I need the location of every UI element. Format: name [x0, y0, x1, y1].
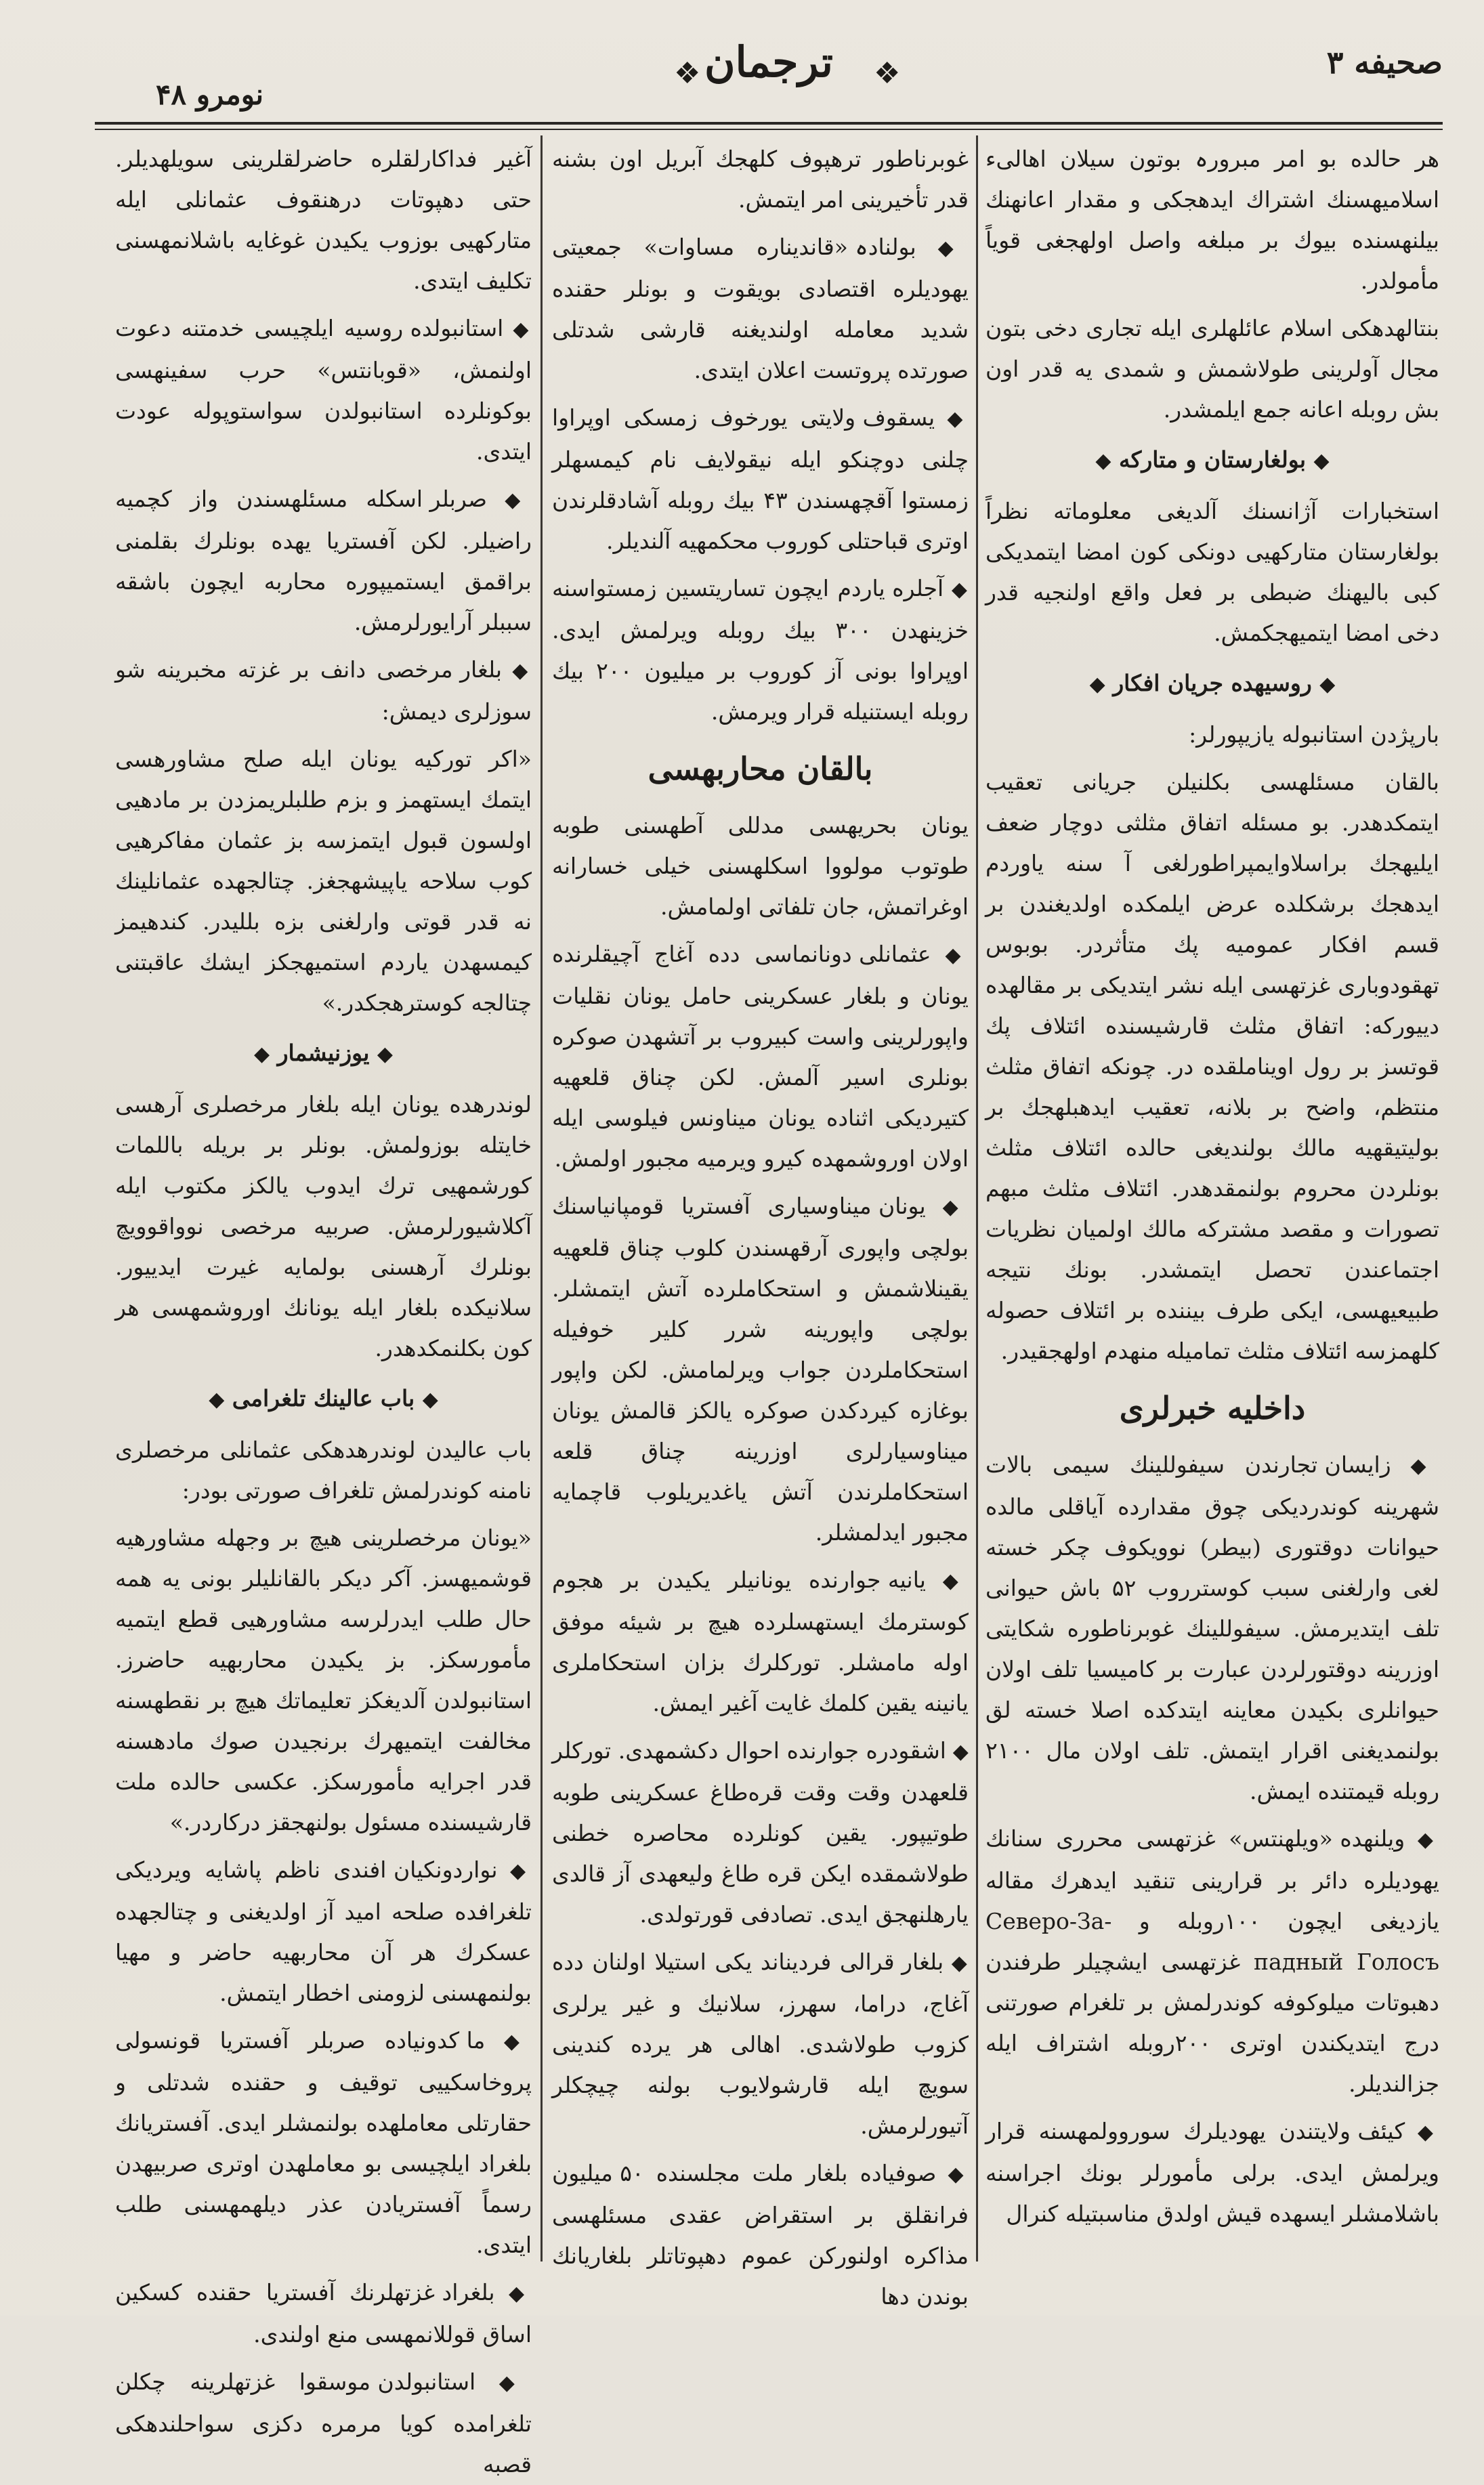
news-text: استانبولدن موسقوا غزتهلرینه چکلن تلغرامده کویا مرمره دکزی سواحلندهکی قصبه: [115, 2369, 532, 2478]
news-text: عثمانلی دونانماسی دده آغاج آچیقلرنده یونان و بلغار عسکرینی حامل یونان نقلیات واپورلرینی واست کبیروب بر آتشهدن صوکره بونلری اسیر آلمش. لکن چناق قلعهیه کتیردیکی اثناده یونان میناونس فیلوسی ایله اولان اوروشمهده کیرو ویرمیه مجبور اولمش.: [552, 941, 969, 1172]
diamond-icon: ◆: [422, 1388, 438, 1411]
news-text: صربلر اسکله مسئلهسندن واز کچمیه راضیلر. لکن آفستریا یهده بونلرك بقلمنی براقمق ایستمیپوره محاربه ایچون باشقه سببلر آرایورلرمش.: [115, 486, 532, 635]
header-rule-thin: [95, 129, 1443, 130]
heading-text: یوزنیشمار: [277, 1040, 370, 1066]
news-item: [552, 1560, 969, 1724]
paragraph: آغیر فداکارلقلره حاضرلقلرینی سویلهدیلر. حتی دهپوتات درهنقوف عثمانلی ایله متارکهیی بوزوب یکیدن غوغایه باشلانمهسنی تکلیف ایتدی.: [115, 146, 532, 294]
quote: «اکر تورکیه یونان ایله صلح مشاورهسی ایتمك ایستهمز و بزم طلبلریمزدن بر مادهیی اولسون قبول ایتمزسه بز عثمان مفاکرهیی کوب سلاحه یاپیشهجغز. چتالجهده عثمانلینك نه قدر قوتی وارلغنی بزه بللیدر. کندهیمز کیمسهدن یاردم استمیهجکز ایشك عاقبتنی چتالجه کوسترهجکدر.»: [115, 746, 532, 1016]
header-rule: [95, 122, 1443, 125]
section-heading: [115, 1033, 532, 1075]
news-item: [552, 1730, 969, 1935]
column-divider: [976, 135, 978, 2261]
heading-text: بولغارستان و متارکه: [1118, 446, 1307, 473]
section-heading-large: داخلیه خبرلری: [1119, 1390, 1306, 1426]
news-item: [115, 1850, 532, 2014]
paragraph: باب عالیدن لوندرهدهکی عثمانلی مرخصلری نامنه کوندرلمش تلغراف صورتی بودر:: [115, 1437, 532, 1504]
news-text: اشقودره جوارنده احوال دکشمهدی. تورکلر قلعهدن وقت وقت قره‌طاغ عسکرینی طوبه طوتیپور. یقین کونلرده محاصره خطنی طولاشمقده ایکن قره طاغ ولیعهدی آز قالدی یارهلنهجق ایدی. تصادفی قورتولدی.: [552, 1737, 969, 1928]
news-item: [115, 650, 532, 732]
news-item: [115, 479, 532, 643]
news-item: [552, 568, 969, 732]
diamond-icon: ◆: [377, 1042, 393, 1066]
paragraph: هر حالده بو امر مبرورہ بوتون سیلان اهالیء اسلامیهسنك اشتراك ایدهجکی و مقدار اعانهنك بیلنهسنده بیوك بر مبلغه واصل اولهجغی قویاً مأمولدر.: [985, 146, 1439, 294]
ornament-icon: ❖: [674, 56, 701, 91]
news-text: کیئف ولایتندن یهودیلرك سوروولمهسنه قرار ویرلمش ایدی. برلی مأمورلر بونك اجراسنه باشلامشلر ایسهده قیش اولدق مناسبتیله کنرال: [985, 2118, 1439, 2227]
masthead: [95, 37, 1443, 112]
section-heading: [985, 663, 1439, 705]
news-item: [552, 1186, 969, 1553]
column-left: [115, 139, 532, 2478]
diamond-icon: ◆: [944, 1951, 969, 1975]
news-item: [552, 227, 969, 391]
diamond-icon: ◆: [925, 1195, 969, 1219]
column-middle: [552, 139, 969, 2310]
news-item: [115, 2362, 532, 2485]
page-number: صحیفه ۳: [1326, 44, 1443, 81]
news-item: [985, 2111, 1439, 2234]
diamond-icon: ◆: [475, 2371, 532, 2395]
news-text: یونان میناوسیاری آفستریا قومپانیاسنك بولچی واپوری آرقهسندن کلوب چناق قلعهیه یقینلاشمش و استحکاملرده آتش ایتمشلر. بولچی واپورینه شرر کلیر خوفیله استحکاملردن جواب ویرلمامش. لکن واپور بوغازه کیردکدن صوکره یالکز قالمش یونان میناوسیارلری اوزرینه چناق قلعه استحکاملرندن آتش یاغدیریلوب قاچمایه مجبور ایدلمشلر.: [552, 1193, 969, 1546]
column-divider: [540, 135, 543, 2261]
newspaper-title: ترجمان: [704, 37, 834, 87]
news-item: [115, 2020, 532, 2266]
diamond-icon: ◆: [1313, 449, 1330, 473]
diamond-icon: ◆: [487, 488, 532, 512]
diamond-icon: ◆: [503, 318, 532, 341]
diamond-icon: ◆: [502, 659, 532, 683]
diamond-icon: ◆: [946, 1740, 969, 1764]
diamond-icon: ◆: [1089, 673, 1105, 696]
news-item: [552, 2153, 969, 2317]
diamond-icon: ◆: [944, 578, 969, 601]
news-item: [985, 1445, 1439, 1812]
diamond-icon: ◆: [916, 236, 969, 260]
news-text: نواردونکیان افندی ناظم پاشایه ویردیکی تلغرافده صلحه امید آز اولدیغنی و چتالجهده عسکرك هر آن محاربهیه حاضر و مهیا بولنمهسنی لزومنی اخطار ایتمش.: [115, 1856, 532, 2006]
diamond-icon: ◆: [254, 1042, 270, 1066]
news-item: [985, 1819, 1439, 2104]
news-text: آجلره یاردم ایچون تساریتسین زمستواسنه خزینهدن ۳۰۰ بیك روبله ویرلمش ایدی. اوپراوا بونی آز کوروب بر میلیون ۲۰۰ بیك روبله ایستنیله قرار ویرمش.: [552, 575, 969, 725]
news-text: یانیه جوارنده یونانیلر یکیدن بر هجوم کوسترمك ایستهسلرده هیچ بر شیئه موفق اوله مامشلر. تورکلرك بزان استحکاملری یانینه یقین کلمك غایت آغیر ایمش.: [552, 1567, 969, 1716]
news-item: [552, 1942, 969, 2146]
paragraph: استخبارات آژانسنك آلدیغی معلوماته نظراً بولغارستان متارکهیی دونکی کون امضا ایتمدیکی کبی بالیهنك ضبطی بر فعل واقع اولنجیه قدر دخی امضا ایتمیهجکمش.: [985, 498, 1439, 646]
news-text: ما کدونیاده صربلر آفستریا قونسولی پروخاسکییی توقیف و حقنده شدتلی و حقارتلی معاملهده بولنمشلر ایدی. آفستریانك بلغراد ایلچیسی بو معاملهدن اوتری صربیهدن رسماً آفستریادن عذر دیلهمهسنی طلب ایتدی.: [115, 2027, 532, 2258]
diamond-icon: ◆: [925, 1569, 969, 1593]
heading-text: روسیهده جریان افکار: [1113, 670, 1312, 696]
news-item: [115, 2272, 532, 2355]
section-heading-large: بالقان محاربهسی: [648, 750, 873, 787]
paragraph: بنتالهدهکی اسلام عائلهلری ایله تجاری دخی بتون مجال آولرینی طولاشمش و شمدی یه قدر اون بش روبله اعانه جمع ایلمشدر.: [985, 315, 1439, 423]
news-item: [552, 398, 969, 561]
heading-text: باب عالینك تلغرامی: [232, 1385, 415, 1411]
diamond-icon: ◆: [209, 1388, 225, 1411]
section-heading: [985, 440, 1439, 482]
diamond-icon: ◆: [1405, 1828, 1440, 1852]
news-text: بولنادہ «قاندیناره مساوات» جمعیتی یهودیلره اقتصادی بویقوت و بونلر حقنده شدید معامله اولندیغنه قارشی شدتلی صورتده پروتست اعلان ایتدی.: [552, 234, 969, 383]
diamond-icon: ◆: [1391, 1454, 1439, 1478]
paragraph: بارپژدن استانبوله یازیپورلر:: [1189, 721, 1439, 748]
diamond-icon: ◆: [1095, 449, 1111, 473]
paragraph: غوبرناطور ترهپوف کلهجك آبریل اون بشنه قدر تأخیرینی امر ایتمش.: [552, 146, 969, 213]
diamond-icon: ◆: [497, 1859, 532, 1883]
diamond-icon: ◆: [494, 2282, 532, 2306]
diamond-icon: ◆: [931, 943, 969, 967]
news-text: بلغار قرالی فردیناند یکی استیلا اولنان دده آغاج، دراما، سهرز، سلانیك و غیر یرلری کزوب طولاشدی. اهالی هر یرده کندینی سویچ ایله قارشولایوب بولنه چیچکلر آتیورلرمش.: [552, 1949, 969, 2139]
diamond-icon: ◆: [936, 2163, 969, 2186]
news-text: زایسان تجارندن سیفوللینك سیمی بالات شهرینه کوندردیکی چوق مقدارده آیاقلی مالده حیوانات دوقتوری (بیطر) نوویکوف چکر خسته لغی وارلغنی سبب کوسترروب ۵۲ باش حیوانی تلف ایتدیرمش. سیفوللینك غوبرناطوره شکایتی اوزرینه دوقتورلردن عبارت بر کامیسیا تلف اولان حیوانلری بکیدن معاینه ایتدکده اصلا خسته لق بولنمدیغنی اقرار ایتمش. تلف اولان مال ۲۱۰۰ روبله قیمتنده ایمش.: [985, 1451, 1439, 1804]
news-item: [115, 308, 532, 472]
diamond-icon: ◆: [485, 2030, 532, 2054]
diamond-icon: ◆: [935, 407, 969, 431]
news-text: بلغار مرخصی دانف بر غزته مخبرینه شو سوزلری دیمش:: [115, 656, 532, 725]
news-text: استانبولده روسیه ایلچیسی خدمتنه دعوت اولنمش، «قوبانتس» حرب سفینهسی بوکونلرده استانبولدن سواستوپوله عودت ایتدی.: [115, 315, 532, 465]
news-text: یسقوف ولایتی یورخوف زمسکی اوپراوا چلنی دوچنکو ایله نیقولایف نام کیمسهلر زمستوا آقچهسندن ۴۳ بیك روبله آشادقلرندن اوتری قباحتلی کوروب محکمهیه آلندیلر.: [552, 404, 969, 554]
news-text: ویلنهده «ویلهنتس» غزتهسی محرری سنانك یهودیلره دائر بر قرارینی تنقید ایدهرك مقاله یازدیغی ایچون ۱۰۰روبله و Северо-За- падный Голосъ غزتهسی ایشچیلر طرفندن دهبوتات میلوکوفه کوندرلمش بر تلغرام صورتنی درج ایتدیکندن اوتری ۲۰۰روبله اشتراف ایله جزالندیلر.: [985, 1825, 1439, 2097]
diamond-icon: ◆: [1319, 673, 1336, 696]
quote: «یونان مرخصلرینی هیچ بر وجهله مشاورهیه قوشمیهسز. آکر دیکر بالقانلیلر بونی یه همه حال طلب ایدرلرسه مشاورهیی قطع ایتمیه مأمورسکز. بز یکیدن محاربهیه حاضرز. استانبولدن آلدیغکز تعلیماتك هیچ بر نقطهسنه مخالفت ایتمیهرك برنجیدن صوك مادهسنه قدر اجرایه مأمورسکز. عکسی حالده ملت قارشیسنده مسئول بولنهجقز درکاردر.»: [115, 1525, 532, 1835]
news-item: [552, 934, 969, 1179]
paragraph: بالقان مسئلهسی بکلنیلن جریانی تعقیب ایتمکدهدر. بو مسئله اتفاق مثلثی دوچار ضعف ایلیهجك براسلاوایمپراطورلغی آ سنه یاوردم ایدهجك برشکلده عرض ایلمکده اولدیغندن بر قسم افکار عمومیه پك متأثردر. بوبوس تهقودوباری غزتهسی ایله نشر ایتدیکی بر مقالهده دییورکه: اتفاق مثلث قارشیسنده ائتلاف پك قوتسز بر رول اویناملقده در. چونکه اتفاق مثلث منتظم، واضح بر بلانه، تعقیب ایدهبلهجك بر بولیتیقهیه مالك بولندیغی حالده ائتلاف مثلث بونلردن محروم بولنمقدهدر. ائتلاف مثلث مبهم تصورات و مقصد مشترکه مالك اولمیان نظریات اجتماعندن تحصل ایتمشدر. بونك نتیجه طبیعیهسی، ایکی طرف بیننده بر ائتلاف حصوله کلهمزسه ائتلاف مثلث تمامیله منهدم اولهجقیدر.: [985, 769, 1439, 1364]
paragraph: لوندرهده یونان ایله بلغار مرخصلری آرهسی خایتله بوزولمش. بونلر بر بریله باللمات کورشمهیی ترك ایدوب یالکز مکتوب ایله آکلاشیورلرمش. صربیه مرخصی نوواقوویچ بونلرك آرهسنی بولمایه غیرت ایدییور. سلانیکده بلغار ایله یونانك اوروشمهسی هر کون بکلنمکدهدر.: [115, 1091, 532, 1361]
column-right: [985, 139, 1439, 2255]
diamond-icon: ◆: [1405, 2121, 1439, 2144]
issue-number: نومرو ۴۸: [156, 78, 264, 111]
section-heading: [115, 1378, 532, 1420]
paragraph: یونان بحریهسی مدللی آطهسنی طوبه طوتوب مولووا اسکلهسنی خیلی خسارانه اوغراتمش، جان تلفاتی اولمامش.: [552, 812, 969, 920]
news-text: بلغراد غزتهلرنك آفستریا حقنده کسکین اساق قوللانمهسی منع اولندی.: [115, 2279, 532, 2348]
ornament-icon: ❖: [874, 56, 901, 91]
news-text: صوفیاده بلغار ملت مجلسنده ۵۰ میلیون فرانقلق بر استقراض عقدی مسئلهسی مذاکره اولنورکن عموم دهپوتاتلر بلغاریانك بوندن دها: [552, 2160, 969, 2310]
